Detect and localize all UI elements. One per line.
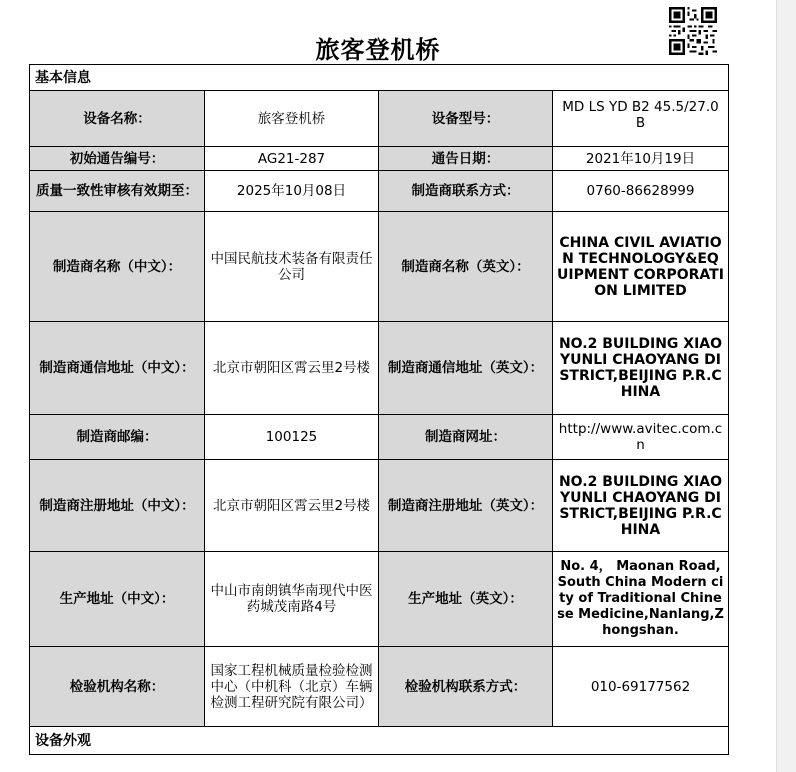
value-postcode: 100125	[205, 415, 379, 460]
value-inspection-contact: 010-69177562	[553, 647, 729, 727]
value-registered-address-cn: 北京市朝阳区霄云里2号楼	[205, 460, 379, 552]
table-row	[30, 647, 729, 727]
value-mailing-address-en: NO.2 BUILDING XIAOYUNLI CHAOYANG DISTRICT,BEIJING P.R.CHINA	[553, 322, 729, 415]
label-registered-address-en: 制造商注册地址（英文）：	[379, 460, 553, 552]
vertical-scrollbar[interactable]	[776, 0, 796, 772]
value-production-address-cn: 中山市南朗镇华南现代中医药城茂南路4号	[205, 552, 379, 647]
value-equipment-model: MD LS YD B2 45.5/27.0 B	[553, 91, 729, 147]
label-notice-date: 通告日期：	[379, 147, 553, 171]
section-basic-info: 基本信息	[30, 65, 729, 91]
equipment-info-table	[29, 64, 729, 755]
value-audit-validity: 2025年10月08日	[205, 171, 379, 212]
label-equipment-model: 设备型号：	[379, 91, 553, 147]
qr-code-icon	[669, 7, 717, 55]
label-postcode: 制造商邮编：	[30, 415, 205, 460]
label-notice-number: 初始通告编号：	[30, 147, 205, 171]
value-manufacturer-name-cn: 中国民航技术装备有限责任公司	[205, 212, 379, 322]
section-header-row	[30, 65, 729, 91]
value-notice-date: 2021年10月19日	[553, 147, 729, 171]
table-row	[30, 91, 729, 147]
label-production-address-cn: 生产地址（中文）：	[30, 552, 205, 647]
label-inspection-contact: 检验机构联系方式：	[379, 647, 553, 727]
label-website: 制造商网址：	[379, 415, 553, 460]
value-website: http://www.avitec.com.cn	[553, 415, 729, 460]
section-header-row	[30, 727, 729, 755]
table-row	[30, 171, 729, 212]
page-title: 旅客登机桥	[315, 36, 441, 64]
table-row	[30, 147, 729, 171]
value-notice-number: AG21-287	[205, 147, 379, 171]
label-manufacturer-name-cn: 制造商名称（中文）：	[30, 212, 205, 322]
label-mailing-address-cn: 制造商通信地址（中文）：	[30, 322, 205, 415]
label-inspection-agency: 检验机构名称：	[30, 647, 205, 727]
value-registered-address-en: NO.2 BUILDING XIAOYUNLI CHAOYANG DISTRICT,BEIJING P.R.CHINA	[553, 460, 729, 552]
value-inspection-agency: 国家工程机械质量检验检测中心（中机科（北京）车辆检测工程研究院有限公司）	[205, 647, 379, 727]
table-row	[30, 552, 729, 647]
value-manufacturer-name-en: CHINA CIVIL AVIATION TECHNOLOGY&EQUIPMENT CORPORATION LIMITED	[553, 212, 729, 322]
table-row	[30, 415, 729, 460]
value-mailing-address-cn: 北京市朝阳区霄云里2号楼	[205, 322, 379, 415]
table-row	[30, 322, 729, 415]
table-row	[30, 212, 729, 322]
label-manufacturer-name-en: 制造商名称（英文）：	[379, 212, 553, 322]
label-registered-address-cn: 制造商注册地址（中文）：	[30, 460, 205, 552]
value-equipment-name: 旅客登机桥	[205, 91, 379, 147]
section-appearance: 设备外观	[30, 727, 729, 755]
value-production-address-en: No. 4， Maonan Road, South China Modern city of Traditional Chinese Medicine,Nanlang,Zhongshan.	[553, 552, 729, 647]
table-row	[30, 460, 729, 552]
label-equipment-name: 设备名称：	[30, 91, 205, 147]
label-mailing-address-en: 制造商通信地址（英文）：	[379, 322, 553, 415]
label-manufacturer-contact: 制造商联系方式：	[379, 171, 553, 212]
label-production-address-en: 生产地址（英文）：	[379, 552, 553, 647]
value-manufacturer-contact: 0760-86628999	[553, 171, 729, 212]
label-audit-validity: 质量一致性审核有效期至：	[30, 171, 205, 212]
